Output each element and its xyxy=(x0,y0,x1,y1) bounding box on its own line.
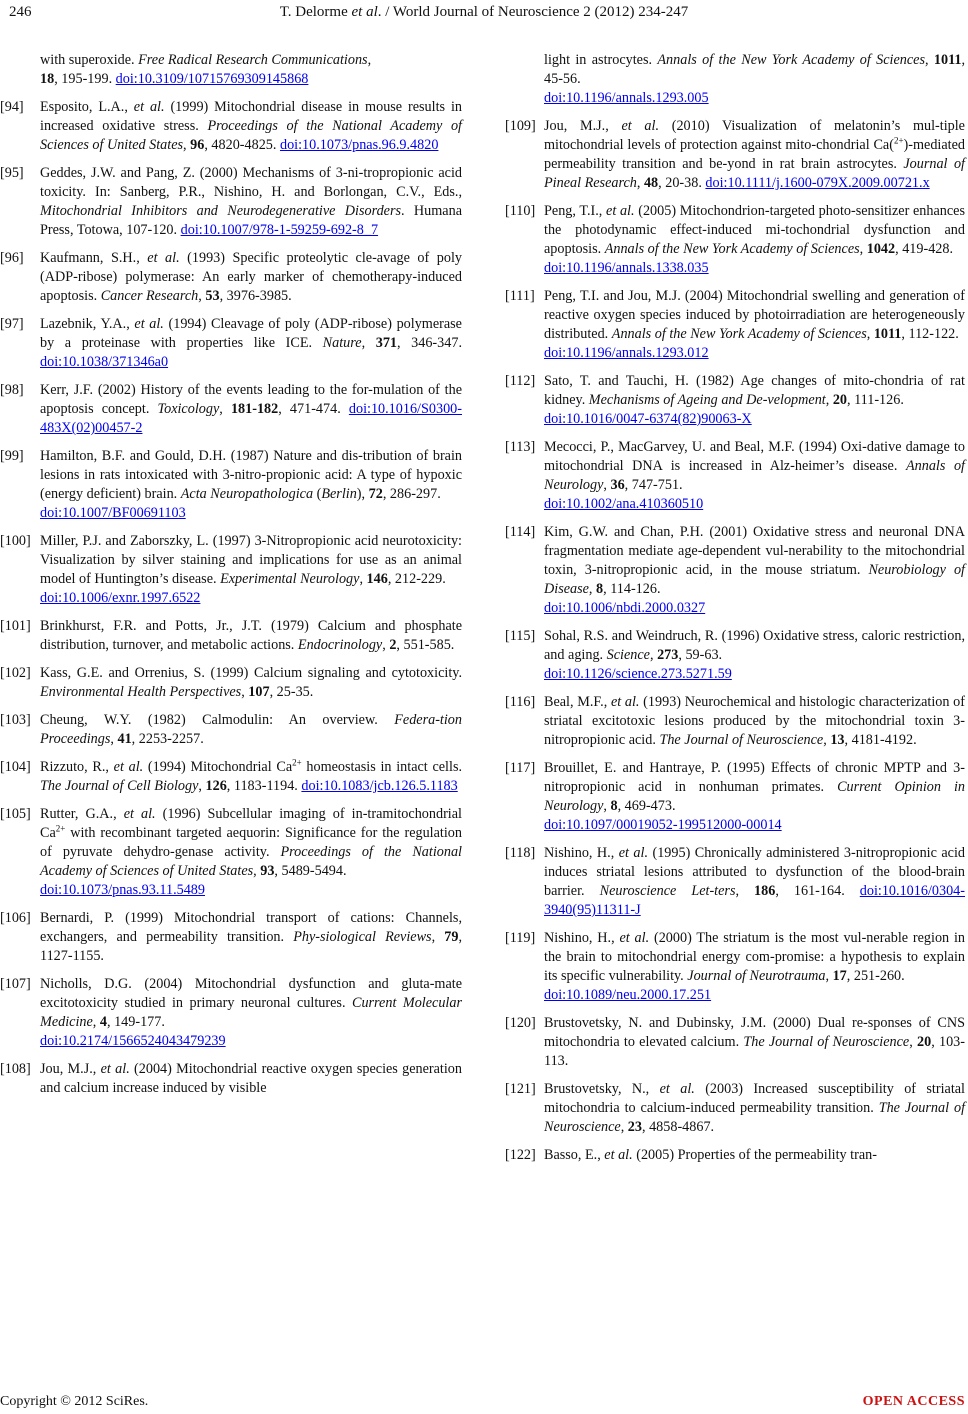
reference-108: [108] Jou, M.J., et al. (2004) Mitochondrial reactive oxygen species generation and calcium increase induced by visible xyxy=(0,1061,462,1096)
reference-112: [112] Sato, T. and Tauchi, H. (1982) Age changes of mito-chondria of rat kidney. Mechanisms of Ageing and De-velopment, 20, 111-126. doi:10.1016/0047-6374(82)90063-X xyxy=(505,373,965,427)
reference-108-part1: (2004) Mitochondrial reactive oxygen species generation and calcium increase induced by visible xyxy=(40,1061,462,1096)
doi-link[interactable]: doi:10.1083/jcb.126.5.1183 xyxy=(301,778,458,794)
doi-link[interactable]: doi:10.1007/978-1-59259-692-8_7 xyxy=(180,222,379,238)
reference-number: [109] xyxy=(505,118,536,134)
doi-link[interactable]: doi:10.1196/annals.1338.035 xyxy=(544,260,709,276)
doi-link[interactable]: doi:10.1007/BF00691103 xyxy=(40,505,186,521)
reference-107: [107] Nicholls, D.G. (2004) Mitochondrial dysfunction and gluta-mate excitotoxicity studied in primary neuronal cultures. Current Molecular Medicine, 4, 149-177. doi:10.2174/1566524043479239 xyxy=(0,976,462,1049)
doi-link[interactable]: doi:10.1126/science.273.5271.59 xyxy=(544,666,732,682)
reference-113: [113] Mecocci, P., MacGarvey, U. and Beal, M.F. (1994) Oxi-dative damage to mitochondrial DNA is increased in Alz-heimer’s disease. Annals of Neurology, 36, 747-751. doi:10.1002/ana.410360510 xyxy=(505,439,965,512)
reference-number: [111] xyxy=(505,288,535,304)
reference-105: [105] Rutter, G.A., et al. (1996) Subcellular imaging of in-tramitochondrial $Ca^{2+}$ with recombinant targeted aequorin: Significance for the regulation of pyruvate dehydro-genase activity. Proceedings of the National Academy of Sciences of United States, 93, 5489-5494. doi:10.1073/pnas.93.11.5489 xyxy=(0,806,462,898)
reference-number: [106] xyxy=(0,910,31,926)
doi-link[interactable]: doi:10.1196/annals.1293.012 xyxy=(544,345,709,361)
doi-link[interactable]: doi:10.1038/371346a0 xyxy=(40,354,169,370)
running-title-etal: et al xyxy=(351,4,378,20)
reference-number: [121] xyxy=(505,1081,536,1097)
reference-115: [115] Sohal, R.S. and Weindruch, R. (1996) Oxidative stress, caloric restriction, and aging. Science, 273, 59-63. doi:10.1126/science.273.5271.59 xyxy=(505,628,965,682)
reference-number: [95] xyxy=(0,165,24,181)
reference-120: [120] Brustovetsky, N. and Dubinsky, J.M. (2000) Dual re-sponses of CNS mitochondria to elevated calcium. The Journal of Neuroscience, 20, 103-113. xyxy=(505,1015,965,1069)
reference-number: [99] xyxy=(0,448,24,464)
reference-119: [119] Nishino, H., et al. (2000) The striatum is the most vul-nerable region in the brain to mitochondrial energy com-promise: a hypothesis to explain its specific vulnerability. Journal of Neurotrauma, 17, 251-260. doi:10.1089/neu.2000.17.251 xyxy=(505,930,965,1003)
reference-number: [116] xyxy=(505,694,536,710)
reference-106: [106] Bernardi, P. (1999) Mitochondrial transport of cations: Channels, exchangers, and permeability transition. Phy-siological Reviews, 79, 1127-1155. xyxy=(0,910,462,964)
running-header xyxy=(0,4,968,21)
reference-96: [96] Kaufmann, S.H., et al. (1993) Specific proteolytic cle-avage of poly (ADP-ribose) polymerase: An early marker of chemotherapy-induced apoptosis. Cancer Research, 53, 3976-3985. xyxy=(0,250,462,304)
doi-link[interactable]: doi:10.1196/annals.1293.005 xyxy=(544,90,709,106)
doi-link[interactable]: doi:10.1016/0047-6374(82)90063-X xyxy=(544,411,752,427)
doi-link[interactable]: doi:10.1073/pnas.93.11.5489 xyxy=(40,882,205,898)
doi-link[interactable]: doi:10.1089/neu.2000.17.251 xyxy=(544,987,712,1003)
left-column xyxy=(0,51,462,1107)
reference-number: [98] xyxy=(0,382,24,398)
reference-118: [118] Nishino, H., et al. (1995) Chronically administered 3-nitropropionic acid induces striatal lesions attributed to dysfunction of the blood-brain barrier. Neuroscience Let-ters, 186, 161-164. doi:10.1016/0304-3940(95)11311-J xyxy=(505,845,965,918)
reference-104: [104] Rizzuto, R., et al. (1994) Mitochondrial $Ca^{2+}$ homeostasis in intact cells. The Journal of Cell Biology, 126, 1183-1194. doi:10.1083/jcb.126.5.1183 xyxy=(0,757,463,794)
doi-link[interactable]: doi:10.1073/pnas.96.9.4820 xyxy=(279,137,439,153)
reference-95: [95] Geddes, J.W. and Pang, Z. (2000) Mechanisms of 3-ni-tropropionic acid toxicity. In: Sanberg, P.R., Nishino, H. and Borlongan, C.V., Eds., Mitochondrial Inhibitors and Neurodegenerative Disorders. Humana Press, Totowa, 107-120. doi:10.1007/978-1-59259-692-8_7 xyxy=(0,165,462,238)
doi-link[interactable]: doi:10.1097/00019052-199512000-00014 xyxy=(544,817,782,833)
reference-number: [114] xyxy=(505,524,536,540)
reference-number: [122] xyxy=(505,1147,536,1163)
reference-111: [111] Peng, T.I. and Jou, M.J. (2004) Mitochondrial swelling and generation of reactive oxygen species induced by photoirradiation are heterogeneously distributed. Annals of the New York Academy of Sciences, 1011, 112-122. doi:10.1196/annals.1293.012 xyxy=(505,288,965,361)
doi-link[interactable]: doi:10.1016/0304-3940(95)11311-J xyxy=(544,883,965,918)
doi-link[interactable]: doi:10.1006/exnr.1997.6522 xyxy=(40,590,201,606)
reference-100: [100] Miller, P.J. and Zaborszky, L. (1997) 3-Nitropropionic acid neurotoxicity: Visualization by silver staining and implications for use as an animal model of Huntington’s disease. Experimental Neurology, 146, 212-229. doi:10.1006/exnr.1997.6522 xyxy=(0,533,462,606)
reference-number: [103] xyxy=(0,712,31,728)
reference-97: [97] Lazebnik, Y.A., et al. (1994) Cleavage of poly (ADP-ribose) polymerase by a proteinase with properties like ICE. Nature, 371, 346-347. doi:10.1038/371346a0 xyxy=(0,316,462,370)
doi-link[interactable]: doi:10.1002/ana.410360510 xyxy=(544,496,704,512)
reference-number: [119] xyxy=(505,930,536,946)
running-title-pre: T. Delorme xyxy=(279,4,352,20)
reference-98: [98] Kerr, J.F. (2002) History of the events leading to the for-mulation of the apoptosis concept. Toxicology, 181-182, 471-474. doi:10.1016/S0300-483X(02)00457-2 xyxy=(0,382,462,436)
reference-108-continued: light in astrocytes. Annals of the New York Academy of Sciences, 1011, 45-56. doi:10.1196/annals.1293.005 xyxy=(544,52,966,106)
reference-number: [110] xyxy=(505,203,536,219)
reference-number: [112] xyxy=(505,373,536,389)
doi-link[interactable]: doi:10.1111/j.1600-079X.2009.00721.x xyxy=(705,175,930,191)
reference-number: [100] xyxy=(0,533,31,549)
copyright-notice: Copyright © 2012 SciRes. xyxy=(0,1394,149,1409)
reference-102: [102] Kass, G.E. and Orrenius, S. (1999) Calcium signaling and cytotoxicity. Environmental Health Perspectives, 107, 25-35. xyxy=(0,665,462,700)
reference-number: [117] xyxy=(505,760,536,776)
reference-number: [97] xyxy=(0,316,24,332)
reference-114: [114] Kim, G.W. and Chan, P.H. (2001) Oxidative stress and neuronal DNA fragmentation mediate age-dependent vul-nerability to the mitochondrial toxin, 3-nitropropionic acid, in the mouse striatum. Neurobiology of Disease, 8, 114-126. doi:10.1006/nbdi.2000.0327 xyxy=(505,524,965,616)
reference-103: [103] Cheung, W.Y. (1982) Calmodulin: An overview. Federa-tion Proceedings, 41, 2253-2257. xyxy=(0,712,462,747)
reference-number: [96] xyxy=(0,250,24,266)
reference-number: [107] xyxy=(0,976,31,992)
reference-101: [101] Brinkhurst, F.R. and Potts, Jr., J.T. (1979) Calcium and phosphate distribution, turnover, and metabolic actions. Endocrinology, 2, 551-585. xyxy=(0,618,462,653)
reference-110: [110] Peng, T.I., et al. (2005) Mitochondrion-targeted photo-sensitizer enhances the photodynamic effect-induced mi-tochondrial dysfunction and apoptosis. Annals of the New York Academy of Sciences, 1042, 419-428. doi:10.1196/annals.1338.035 xyxy=(505,203,965,276)
open-access-label: OPEN ACCESS xyxy=(862,1394,965,1409)
reference-116: [116] Beal, M.F., et al. (1993) Neurochemical and histologic characterization of striatal excitotoxic lesions produced by the mitochondrial toxin 3-nitropropionic acid. The Journal of Neuroscience, 13, 4181-4192. xyxy=(505,694,965,748)
reference-94: [94] Esposito, L.A., et al. (1999) Mitochondrial disease in mouse results in increased oxidative stress. Proceedings of the National Academy of Sciences of United States, 96, 4820-4825. doi:10.1073/pnas.96.9.4820 xyxy=(0,99,462,153)
reference-number: [108] xyxy=(0,1061,31,1077)
doi-link[interactable]: doi:10.3109/10715769309145868 xyxy=(115,71,309,87)
running-title-post: . / World Journal of Neuroscience 2 (2012) 234-247 xyxy=(377,4,689,20)
reference-93-continued: with superoxide. Free Radical Research Communications, 18, 195-199. doi:10.3109/10715769309145868 xyxy=(40,52,372,87)
reference-number: [101] xyxy=(0,618,31,634)
right-column xyxy=(505,51,965,1174)
doi-link[interactable]: doi:10.2174/1566524043479239 xyxy=(40,1033,226,1049)
reference-number: [94] xyxy=(0,99,24,115)
reference-number: [120] xyxy=(505,1015,536,1031)
reference-number: [113] xyxy=(505,439,536,455)
reference-number: [102] xyxy=(0,665,31,681)
page-number: 246 xyxy=(9,4,32,20)
reference-109: [109] Jou, M.J., et al. (2010) Visualization of melatonin’s mul-tiple mitochondrial levels of protection against mito-chondrial Ca($^{2+}$)-mediated permeability transition and be-yond in rat brain astrocytes. Journal of Pineal Research, 48, 20-38. doi:10.1111/j.1600-079X.2009.00721.x xyxy=(505,118,965,191)
reference-99: [99] Hamilton, B.F. and Gould, D.H. (1987) Nature and dis-tribution of brain lesions in rats intoxicated with 3-nitro-propionic acid: A type of hypoxic (energy deficient) brain. Acta Neuropathologica (Berlin), 72, 286-297. doi:10.1007/BF00691103 xyxy=(0,448,462,521)
reference-number: [115] xyxy=(505,628,536,644)
reference-number: [104] xyxy=(0,759,31,775)
reference-122: [122] Basso, E., et al. (2005) Properties of the permeability tran- xyxy=(505,1147,877,1163)
doi-link[interactable]: doi:10.1006/nbdi.2000.0327 xyxy=(544,600,706,616)
doi-link[interactable]: doi:10.1016/S0300-483X(02)00457-2 xyxy=(40,401,462,436)
reference-number: [118] xyxy=(505,845,536,861)
reference-117: [117] Brouillet, E. and Hantraye, P. (1995) Effects of chronic MPTP and 3-nitropropionic acid in nonhuman primates. Current Opinion in Neurology, 8, 469-473. doi:10.1097/00019052-199512000-00014 xyxy=(505,760,965,833)
reference-number: [105] xyxy=(0,806,31,822)
reference-121: [121] Brustovetsky, N., et al. (2003) Increased susceptibility of striatal mitochondria to calcium-induced permeability transition. The Journal of Neuroscience, 23, 4858-4867. xyxy=(505,1081,966,1135)
reference-108-part2: light in astrocytes. xyxy=(544,52,658,68)
